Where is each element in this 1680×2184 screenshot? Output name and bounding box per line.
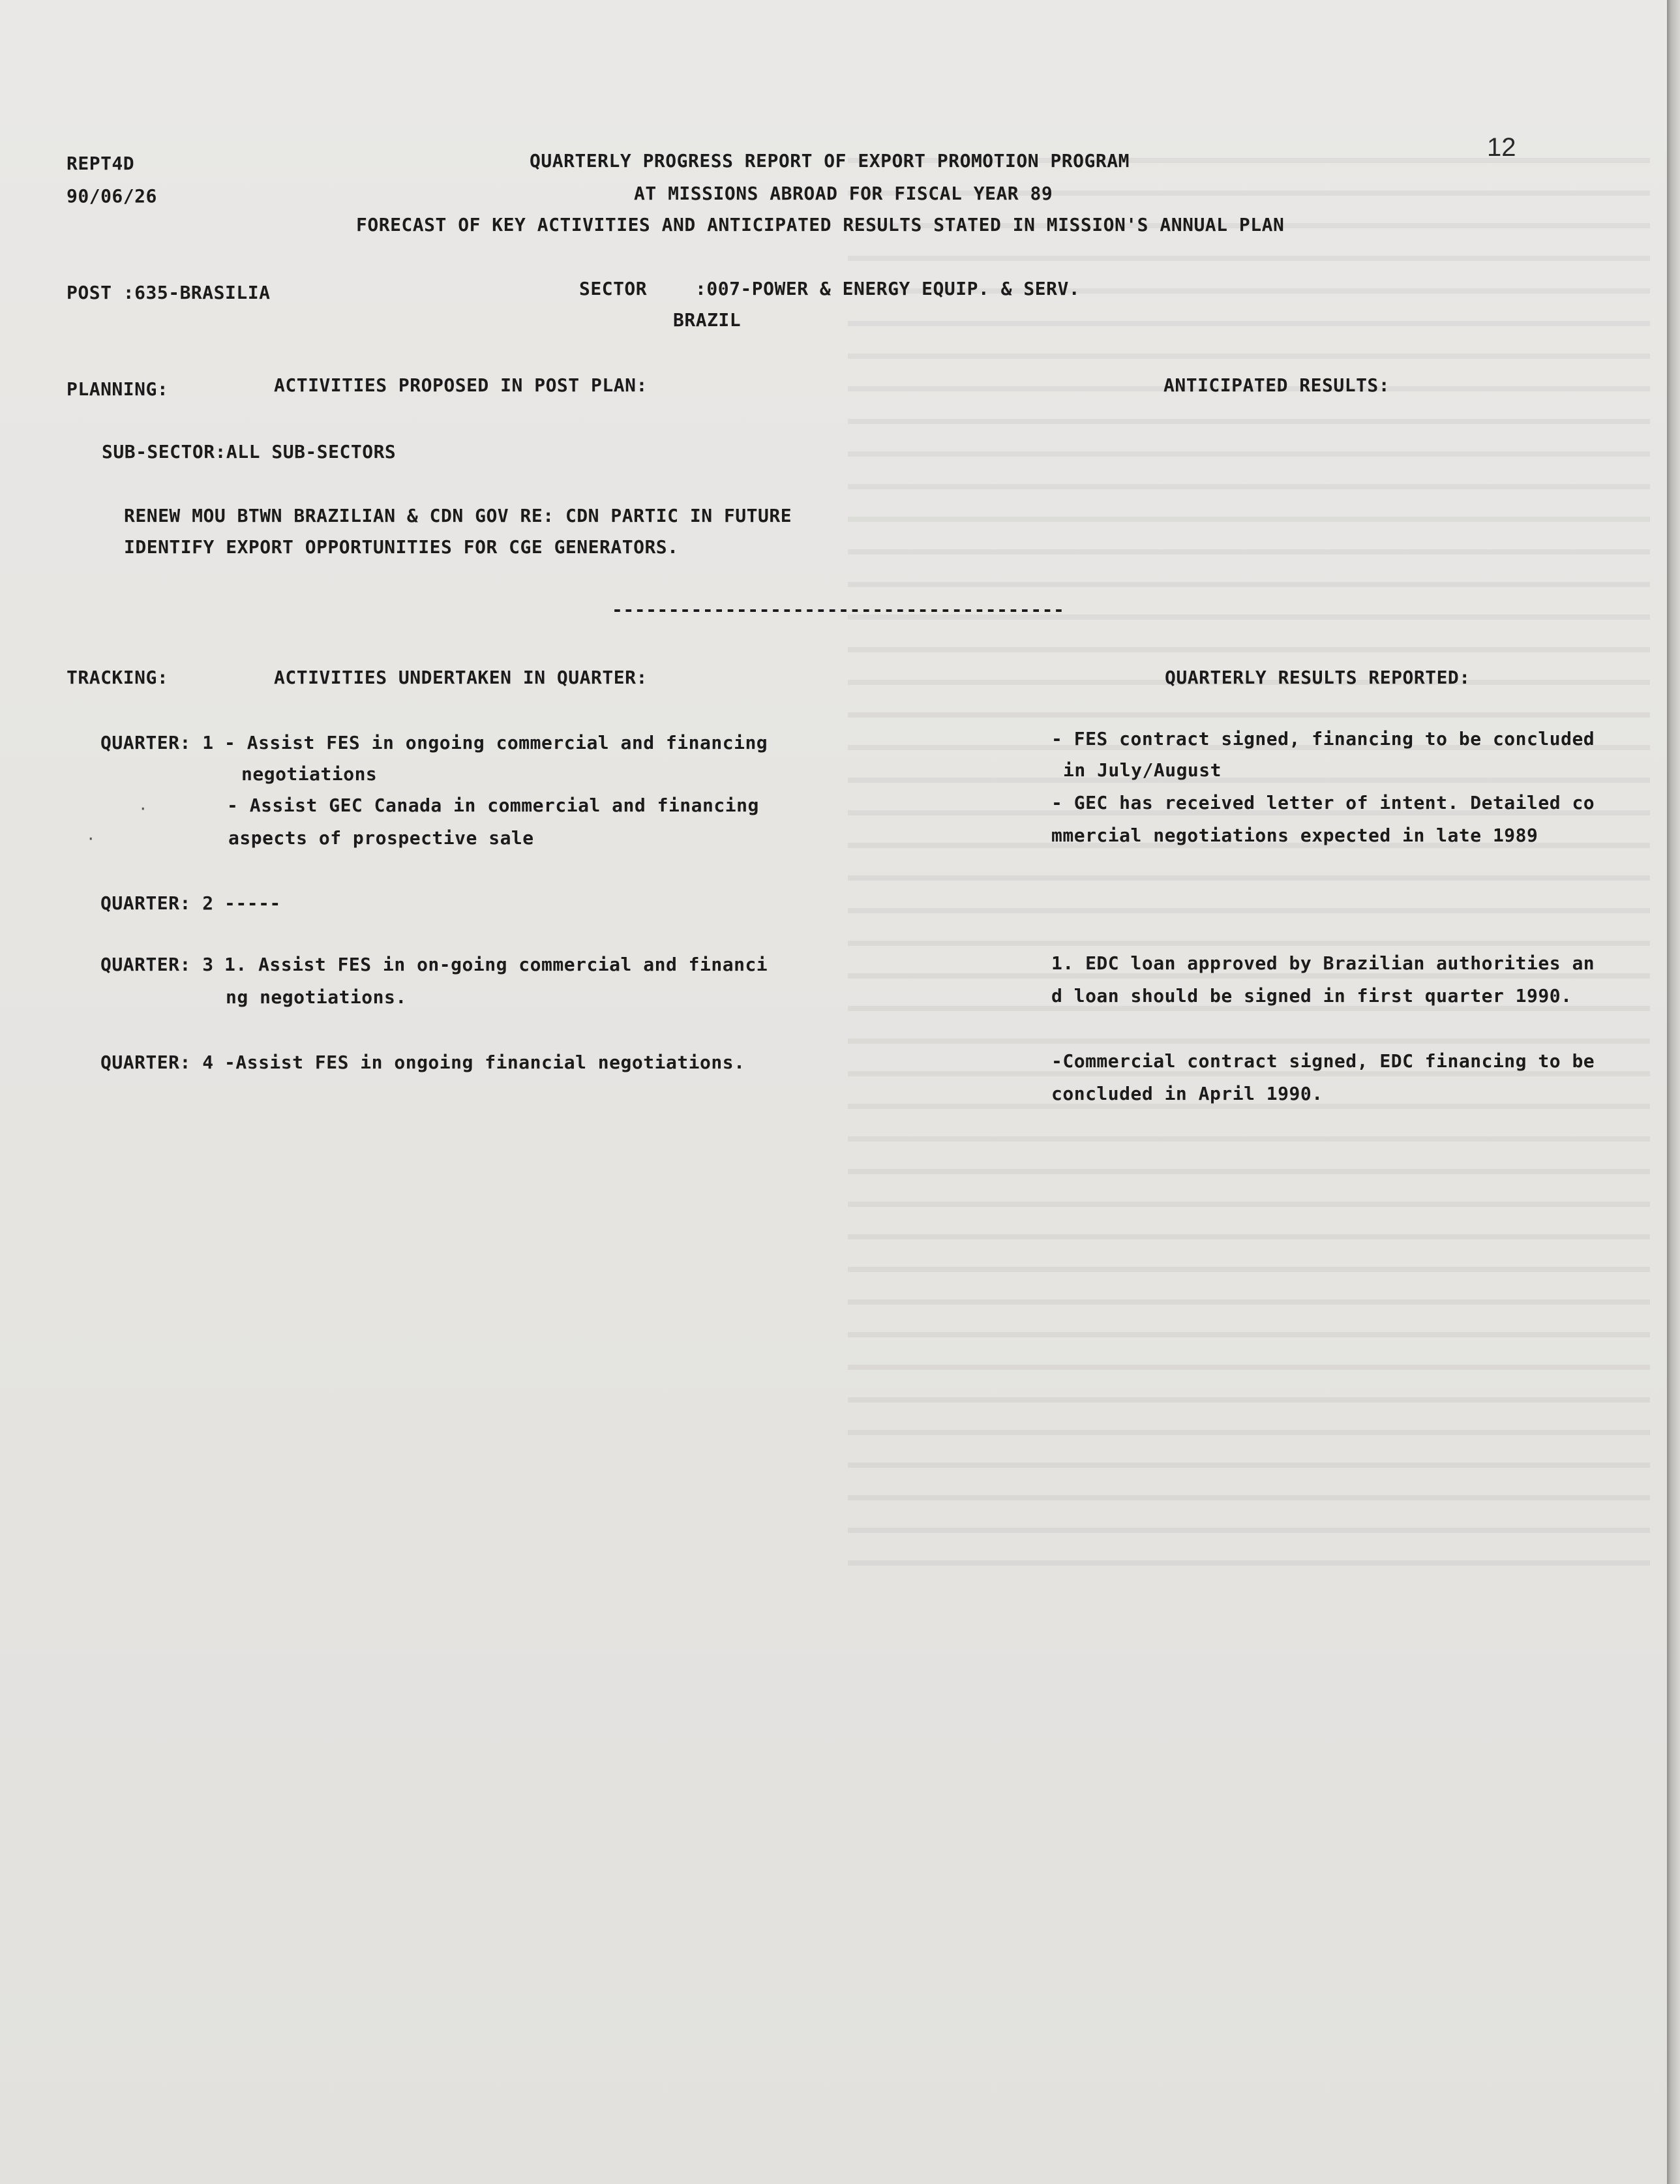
quarter-2-label: QUARTER: 2 — [100, 892, 214, 914]
quarter-3-activity-line: 1. Assist FES in on-going commercial and financi — [224, 954, 768, 975]
quarter-1-result-line: mmercial negotiations expected in late 1989 — [1051, 825, 1538, 846]
quarter-1-result-line: in July/August — [1063, 759, 1222, 781]
quarter-1-label: QUARTER: 1 — [100, 732, 214, 753]
country-name: BRAZIL — [673, 309, 742, 331]
report-id: REPT4D — [67, 153, 135, 174]
tracking-activities-heading: ACTIVITIES UNDERTAKEN IN QUARTER: — [274, 667, 648, 688]
post-label: POST :635-BRASILIA — [67, 282, 271, 303]
quarter-3-result-line: d loan should be signed in first quarter 1990. — [1051, 985, 1572, 1007]
quarterly-results-heading: QUARTERLY RESULTS REPORTED: — [1165, 667, 1471, 688]
quarter-1-result-line: - GEC has received letter of intent. Detailed co — [1051, 792, 1595, 813]
quarter-4-label: QUARTER: 4 — [100, 1052, 214, 1073]
report-title-line1: QUARTERLY PROGRESS REPORT OF EXPORT PROMOTION PROGRAM — [530, 150, 1130, 172]
quarter-1-activity-line: - Assist FES in ongoing commercial and financing — [224, 732, 768, 753]
stray-mark: · — [138, 800, 148, 818]
quarter-1-activity-line: negotiations — [241, 763, 378, 785]
page-edge — [1667, 0, 1680, 2184]
report-title-line3: FORECAST OF KEY ACTIVITIES AND ANTICIPATED RESULTS STATED IN MISSION'S ANNUAL PLAN — [356, 214, 1285, 235]
subsector-label: SUB-SECTOR:ALL SUB-SECTORS — [102, 441, 397, 463]
quarter-3-activity-line: ng negotiations. — [226, 986, 407, 1008]
quarter-4-activity-line: -Assist FES in ongoing financial negotiations. — [224, 1052, 745, 1073]
sector-value: :007-POWER & ENERGY EQUIP. & SERV. — [695, 278, 1081, 299]
report-date: 90/06/26 — [67, 185, 157, 207]
page-number: 12 — [1487, 133, 1516, 162]
quarter-1-activity-line: - Assist GEC Canada in commercial and financing — [227, 795, 759, 816]
quarter-3-result-line: 1. EDC loan approved by Brazilian authorities an — [1051, 952, 1595, 974]
tracking-label: TRACKING: — [67, 667, 169, 688]
sector-label: SECTOR — [579, 278, 648, 299]
report-title-line2: AT MISSIONS ABROAD FOR FISCAL YEAR 89 — [634, 183, 1053, 204]
quarter-1-activity-line: aspects of prospective sale — [228, 827, 534, 849]
anticipated-results-heading: ANTICIPATED RESULTS: — [1163, 374, 1390, 396]
quarter-1-result-line: - FES contract signed, financing to be concluded — [1051, 728, 1595, 750]
planning-activity-line: IDENTIFY EXPORT OPPORTUNITIES FOR CGE GENERATORS. — [124, 536, 679, 558]
quarter-4-result-line: -Commercial contract signed, EDC financing to be — [1051, 1050, 1595, 1072]
planning-activities-heading: ACTIVITIES PROPOSED IN POST PLAN: — [274, 374, 648, 396]
quarter-2-activity-line: ----- — [224, 892, 281, 914]
stray-mark: · — [86, 830, 96, 848]
section-divider: ---------------------------------------- — [612, 599, 1065, 620]
planning-label: PLANNING: — [67, 378, 169, 400]
quarter-4-result-line: concluded in April 1990. — [1051, 1083, 1323, 1104]
planning-activity-line: RENEW MOU BTWN BRAZILIAN & CDN GOV RE: CDN PARTIC IN FUTURE — [124, 505, 792, 526]
quarter-3-label: QUARTER: 3 — [100, 954, 214, 975]
